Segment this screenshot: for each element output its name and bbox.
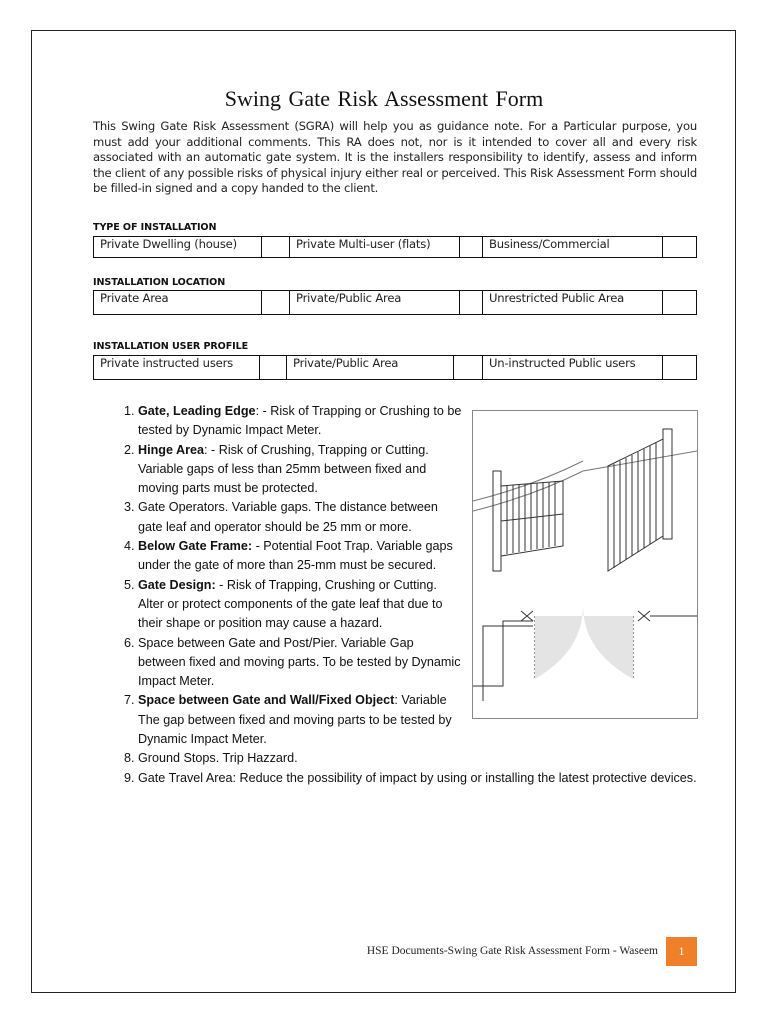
hazard-item: 3. Gate Operators. Variable gaps. The distance between gate leaf and operator should be 25 mm or more. (138, 498, 698, 537)
checkbox-cell[interactable] (663, 356, 697, 380)
page-number: 1 (666, 937, 697, 966)
option-label: Private Area (94, 291, 262, 315)
intro-paragraph: This Swing Gate Risk Assessment (SGRA) will help you as guidance note. For a Particular purpose, you must add your additional comments. This RA does not, nor is it intended to cover all and every risk associated with an automatic gate system. It is the installers responsibility to identify, assess and inform the client of any possible risks of physical injury either real or perceived. This Risk Assessment Form should be filled-in signed and a copy handed to the client. (93, 119, 697, 195)
option-label: Private/Public Area (287, 356, 454, 380)
hazard-item: 9. Gate Travel Area: Reduce the possibility of impact by using or installing the latest protective devices. (138, 769, 698, 788)
option-label: Unrestricted Public Area (483, 291, 663, 315)
option-label: Private instructed users (94, 356, 260, 380)
page-title: Swing Gate Risk Assessment Form (224, 86, 544, 111)
checkbox-cell[interactable] (262, 291, 290, 315)
option-label: Business/Commercial (483, 237, 663, 258)
user-profile-table (93, 355, 697, 380)
footer-text: HSE Documents-Swing Gate Risk Assessment Form - Waseem (366, 945, 658, 957)
installation-location-table (93, 290, 697, 315)
section-label-user-profile: INSTALLATION USER PROFILE (93, 341, 249, 352)
hazard-item: 5. Gate Design: - Risk of Trapping, Crushing or Cutting. Alter or protect components of the gate leaf that due to their shape or position may cause a hazard. (138, 576, 698, 634)
option-label: Un-instructed Public users (483, 356, 663, 380)
checkbox-cell[interactable] (460, 237, 483, 258)
gate-diagram (472, 410, 698, 719)
hazard-item: 7. Space between Gate and Wall/Fixed Object: Variable The gap between fixed and moving parts to be tested by Dynamic Impact Meter. (138, 691, 698, 749)
checkbox-cell[interactable] (262, 237, 290, 258)
option-label: Private Dwelling (house) (94, 237, 262, 258)
hazard-item: 6. Space between Gate and Post/Pier. Variable Gap between fixed and moving parts. To be tested by Dynamic Impact Meter. (138, 634, 698, 692)
section-label-location: INSTALLATION LOCATION (93, 277, 226, 288)
hazard-item: 8. Ground Stops. Trip Hazzard. (138, 749, 698, 768)
checkbox-cell[interactable] (663, 291, 697, 315)
checkbox-cell[interactable] (260, 356, 287, 380)
option-label: Private/Public Area (290, 291, 460, 315)
section-label-type: TYPE OF INSTALLATION (93, 222, 217, 233)
option-label: Private Multi-user (flats) (290, 237, 460, 258)
installation-type-table (93, 236, 697, 258)
hazard-list (110, 402, 698, 788)
hazard-item: 2. Hinge Area: - Risk of Crushing, Trapping or Cutting. Variable gaps of less than 25mm between fixed and moving parts must be protected. (138, 441, 698, 499)
hazard-item: 4. Below Gate Frame: - Potential Foot Trap. Variable gaps under the gate of more than 25-mm must be secured. (138, 537, 698, 576)
checkbox-cell[interactable] (460, 291, 483, 315)
checkbox-cell[interactable] (454, 356, 483, 380)
checkbox-cell[interactable] (663, 237, 697, 258)
hazard-item: 1. Gate, Leading Edge: - Risk of Trapping or Crushing to be tested by Dynamic Impact Meter. (138, 402, 698, 441)
